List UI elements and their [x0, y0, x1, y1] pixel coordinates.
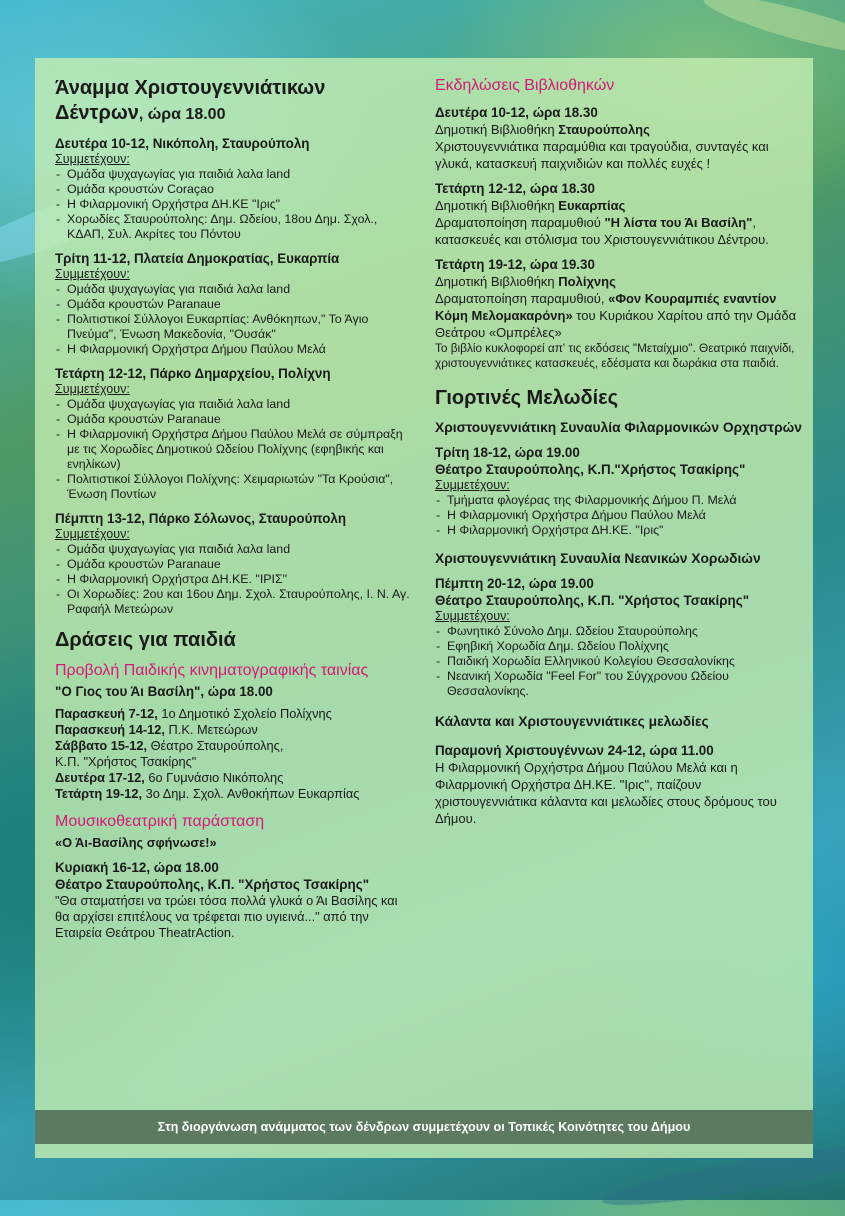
- list-item: - Χορωδίες Σταυρούπολης: Δημ. Ωδείου, 18ου Δημ. Σχολ., ΚΔΑΠ, Συλ. Ακρίτες του Πόντου: [55, 212, 415, 242]
- list-item: - Ομάδα ψυχαγωγίας για παιδιά λαλα land: [55, 542, 415, 557]
- list-item: - Η Φιλαρμονική Ορχήστρα Δήμου Παύλου Μελά σε σύμπραξη με τις Χορωδίες Δημοτικού Ωδείου Πολίχνης (εφηβικής και ενηλίκων): [55, 427, 415, 472]
- event-date: Τετάρτη 12-12, Πάρκο Δημαρχείου, Πολίχνη: [55, 366, 331, 381]
- participants-list: [55, 167, 415, 242]
- screening-row: Κ.Π. "Χρήστος Τσακίρης": [55, 754, 197, 769]
- list-item: - Η Φιλαρμονική Ορχήστρα ΔΗ.ΚΕ. "Ιρις": [435, 523, 805, 538]
- list-item: - Πολιτιστικοί Σύλλογοι Πολίχνης: Χειμαριωτών "Τα Κρούσια", Ένωση Ποντίων: [55, 472, 415, 502]
- melodies-title: Γιορτινές Μελωδίες: [435, 387, 619, 409]
- participants-label: Συμμετέχουν:: [55, 382, 130, 396]
- list-item: - Ομάδα κρουστών Paranaue: [55, 297, 415, 312]
- participants-label: Συμμετέχουν:: [55, 267, 130, 281]
- tree-lighting-title: Άναμμα Χριστουγεννιάτικων Δέντρων, ώρα 18.00: [55, 77, 326, 124]
- list-item: - Ομάδα ψυχαγωγίας για παιδιά λαλα land: [55, 167, 415, 182]
- participants-list: [55, 397, 415, 502]
- list-item: - Ομάδα κρουστών Paranaue: [55, 557, 415, 572]
- background-paint-stroke: [700, 0, 845, 65]
- theatre-title: «Ο Άι-Βασίλης σφήνωσε!»: [55, 835, 217, 850]
- library-heading: Εκδηλώσεις Βιβλιοθηκών: [435, 77, 615, 94]
- event-description: Δραματοποίηση παραμυθιού "Η λίστα του Άι Βασίλη", κατασκευές και στόλισμα του Χριστουγεννιάτικου Δέντρου.: [435, 215, 769, 247]
- list-item: - Η Φιλαρμονική Ορχήστρα ΔΗ.ΚΕ. "ΙΡΙΣ": [55, 572, 415, 587]
- event-date: Δευτέρα 10-12, ώρα 18.30: [435, 105, 598, 120]
- list-item: - Η Φιλαρμονική Ορχήστρα Δήμου Παύλου Μελά: [55, 342, 415, 357]
- film-heading: Προβολή Παιδικής κινηματογραφικής ταινίας: [55, 662, 369, 679]
- screening-row: Δευτέρα 17-12, 6ο Γυμνάσιο Νικόπολης: [55, 770, 284, 785]
- list-item: - Εφηβική Χορωδία Δημ. Ωδείου Πολίχνης: [435, 639, 805, 654]
- content-panel: [35, 58, 813, 1158]
- list-item: - Ομάδα κρουστών Paranaue: [55, 412, 415, 427]
- concert-block: [435, 550, 805, 699]
- list-item: - Ομάδα ψυχαγωγίας για παιδιά λαλα land: [55, 282, 415, 297]
- event-date: Τρίτη 11-12, Πλατεία Δημοκρατίας, Ευκαρπία: [55, 251, 340, 266]
- concert-date: Τρίτη 18-12, ώρα 19.00: [435, 445, 580, 460]
- participants-list: [435, 624, 805, 699]
- tree-event: [55, 250, 415, 357]
- screening-row: Παρασκευή 7-12, 1ο Δημοτικό Σχολείο Πολίχνης: [55, 706, 332, 721]
- theatre-date: Κυριακή 16-12, ώρα 18.00: [55, 860, 219, 875]
- screenings-list: [55, 706, 415, 802]
- list-item: - Φωνητικό Σύνολο Δημ. Ωδείου Σταυρούπολης: [435, 624, 805, 639]
- carols-description: Η Φιλαρμονική Ορχήστρα Δήμου Παύλου Μελά και η Φιλαρμονική Ορχήστρα ΔΗ.ΚΕ. "Ιρις", παίζουν χριστουγεννιάτικα κάλαντα και μελωδίες στους δρόμους του Δήμου.: [435, 760, 777, 826]
- kids-section-title: Δράσεις για παιδιά: [55, 629, 236, 651]
- concert-venue: Θέατρο Σταυρούπολης, Κ.Π."Χρήστος Τσακίρης": [435, 462, 746, 477]
- concert-title: Χριστουγεννιάτικη Συναυλία Φιλαρμονικών Ορχηστρών: [435, 420, 802, 435]
- carols-date: Παραμονή Χριστουγέννων 24-12, ώρα 11.00: [435, 743, 714, 758]
- carols-block: [435, 713, 805, 827]
- left-column: [55, 76, 415, 941]
- library-name: Δημοτική Βιβλιοθήκη Ευκαρπίας: [435, 198, 626, 213]
- participants-label: Συμμετέχουν:: [435, 609, 510, 623]
- tree-event: [55, 510, 415, 617]
- theatre-venue: Θέατρο Σταυρούπολης, Κ.Π. "Χρήστος Τσακίρης": [55, 877, 370, 892]
- participants-list: [55, 282, 415, 357]
- library-name: Δημοτική Βιβλιοθήκη Σταυρούπολης: [435, 122, 650, 137]
- tree-event: [55, 135, 415, 242]
- theatre-description: "Θα σταματήσει να τρώει τόσα πολλά γλυκά ο Άι Βασίλης και θα αρχίσει επιτέλους να τρέφεται πιο υγιεινά..." από την Εταιρεία Θεάτρου TheatrAction.: [55, 893, 398, 940]
- list-item: - Η Φιλαρμονική Ορχήστρα ΔΗ.ΚΕ "Ιρις": [55, 197, 415, 212]
- list-item: - Πολιτιστικοί Σύλλογοι Ευκαρπίας: Ανθόκηπων," Το Άγιο Πνεύμα", Ένωση Μακεδονία, "Ουσάκ": [55, 312, 415, 342]
- list-item: - Νεανική Χορωδία "Feel For" του Σύγχρονου Ωδείου Θεσσαλονίκης.: [435, 669, 805, 699]
- list-item: - Η Φιλαρμονική Ορχήστρα Δήμου Παύλου Μελά: [435, 508, 805, 523]
- screening-row: Τετάρτη 19-12, 3ο Δημ. Σχολ. Ανθοκήπων Ευκαρπίας: [55, 786, 360, 801]
- right-column: [435, 76, 805, 827]
- participants-label: Συμμετέχουν:: [435, 478, 510, 492]
- film-title: "Ο Γιος του Άι Βασίλη", ώρα 18.00: [55, 684, 273, 699]
- participants-label: Συμμετέχουν:: [55, 527, 130, 541]
- event-date: Τετάρτη 12-12, ώρα 18.30: [435, 181, 595, 196]
- carols-title: Κάλαντα και Χριστουγεννιάτικες μελωδίες: [435, 714, 709, 729]
- list-item: - Ομάδα κρουστών Coraçao: [55, 182, 415, 197]
- event-description: Δραματοποίηση παραμυθιού, «Φον Κουραμπιές εναντίον Κόμη Μελομακαρόνη» του Κυριάκου Χαρίτου από την Ομάδα Θεάτρου «Ομπρέλες»: [435, 291, 797, 340]
- participants-list: [55, 542, 415, 617]
- concert-venue: Θέατρο Σταυρούπολης, Κ.Π. "Χρήστος Τσακίρης": [435, 593, 750, 608]
- list-item: - Ομάδα ψυχαγωγίας για παιδιά λαλα land: [55, 397, 415, 412]
- participants-list: [435, 493, 805, 538]
- library-event: [435, 180, 805, 248]
- concert-title: Χριστουγεννιάτικη Συναυλία Νεανικών Χορωδιών: [435, 551, 761, 566]
- event-note: Το βιβλίο κυκλοφορεί απ' τις εκδόσεις "Μεταίχμιο". Θεατρικό παιχνίδι, χριστουγεννιάτικες κατασκευές, εδέσματα και δωράκια στα παιδιά.: [435, 341, 795, 370]
- list-item: - Τμήματα φλογέρας της Φιλαρμονικής Δήμου Π. Μελά: [435, 493, 805, 508]
- participants-label: Συμμετέχουν:: [55, 152, 130, 166]
- list-item: - Παιδική Χορωδία Ελληνικού Κολεγίου Θεσσαλονίκης: [435, 654, 805, 669]
- footer-banner: Στη διοργάνωση ανάμματος των δένδρων συμμετέχουν οι Τοπικές Κοινότητες του Δήμου: [35, 1110, 813, 1144]
- event-description: Χριστουγεννιάτικα παραμύθια και τραγούδια, συνταγές και γλυκά, κατασκευή παιχνιδιών και πολλές ευχές !: [435, 139, 769, 171]
- theatre-heading: Μουσικοθεατρική παράσταση: [55, 813, 265, 830]
- event-date: Πέμπτη 13-12, Πάρκο Σόλωνος, Σταυρούπολη: [55, 511, 347, 526]
- list-item: - Οι Χορωδίες: 2ου και 16ου Δημ. Σχολ. Σταυρούπολης, Ι. Ν. Αγ. Ραφαήλ Μετεώρων: [55, 587, 415, 617]
- library-event: [435, 104, 805, 172]
- concert-date: Πέμπτη 20-12, ώρα 19.00: [435, 576, 594, 591]
- concert-block: [435, 419, 805, 538]
- screening-row: Σάββατο 15-12, Θέατρο Σταυρούπολης,: [55, 738, 284, 753]
- library-event: [435, 256, 805, 371]
- event-date: Τετάρτη 19-12, ώρα 19.30: [435, 257, 595, 272]
- library-name: Δημοτική Βιβλιοθήκη Πολίχνης: [435, 274, 616, 289]
- event-date: Δευτέρα 10-12, Νικόπολη, Σταυρούπολη: [55, 136, 310, 151]
- screening-row: Παρασκευή 14-12, Π.Κ. Μετεώρων: [55, 722, 258, 737]
- tree-event: [55, 365, 415, 502]
